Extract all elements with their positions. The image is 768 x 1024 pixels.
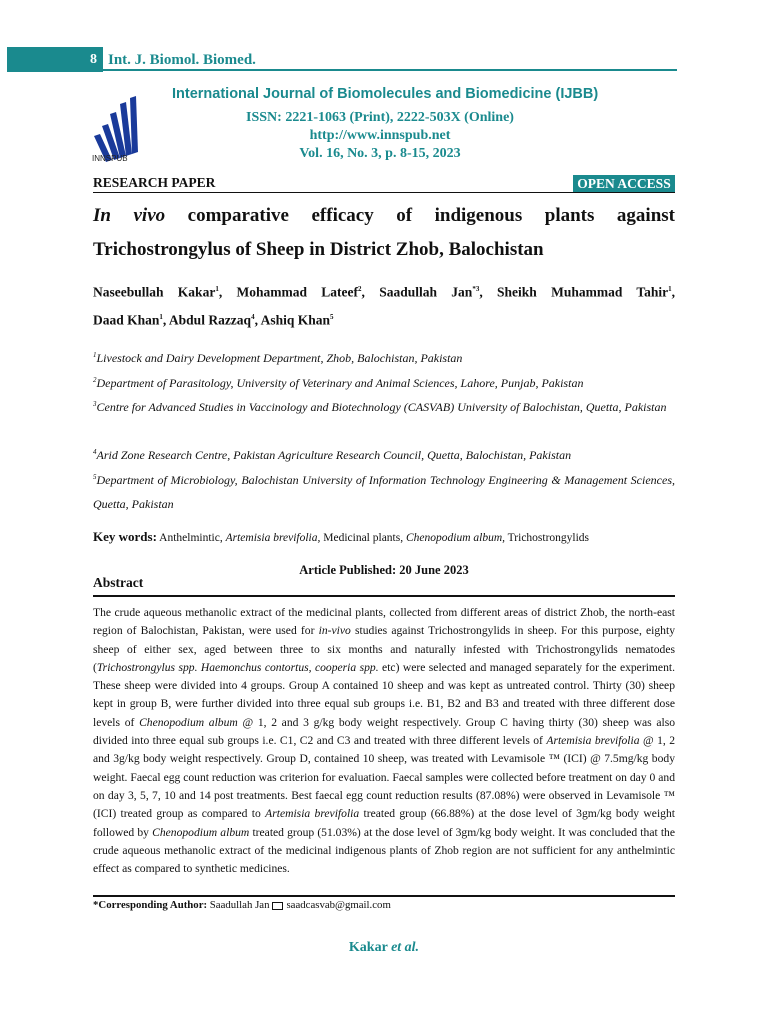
- abstract-segment: in-vivo: [318, 624, 351, 638]
- affiliation-item: [93, 368, 675, 395]
- author-affil-mark: 1: [215, 285, 219, 293]
- abstract-heading: Abstract: [93, 575, 144, 590]
- author-name: Daad Khan: [93, 312, 160, 327]
- abstract-segment: Chenopodium album: [139, 715, 238, 729]
- keyword-item: Chenopodium album,: [405, 532, 505, 544]
- title-line2: Trichostrongylus of Sheep in District Zhob, Balochistan: [93, 239, 544, 260]
- corresponding-name: Saadullah Jan: [209, 899, 270, 911]
- affiliation-text: Department of Microbiology, Balochistan University of Information Technology Engineering & Management Sciences, Quetta, Pakistan: [93, 473, 675, 511]
- keywords: [93, 529, 693, 545]
- open-access-badge: OPEN ACCESS: [573, 175, 675, 192]
- abstract-segment: Trichostrongylus spp. Haemonchus contortus, cooperia spp.: [96, 660, 379, 674]
- envelope-icon: [272, 902, 283, 910]
- keyword-item: Medicinal plants,: [323, 532, 404, 544]
- abstract-top-rule: [93, 595, 675, 597]
- abstract-segment: treated group (51.03%) at the dose level of 3gm/kg body weight. It was concluded that the crude aqueous methanolic extract of the medicinal indigenous plants of Zhob region are not sufficient for any anthelmintic effect as compared to synthetic medicines.: [93, 825, 675, 876]
- abstract-segment: Chenopodium album: [152, 825, 250, 839]
- divider: [93, 192, 675, 193]
- affiliation-item: [93, 343, 675, 370]
- affiliation-mark: 4: [93, 448, 97, 456]
- publication-date: Article Published: 20 June 2023: [299, 563, 469, 577]
- author-name: Abdul Razzaq: [168, 312, 252, 327]
- keyword-item: Anthelmintic,: [159, 532, 223, 544]
- keyword-item: Trichostrongylids: [507, 532, 590, 544]
- author-name: Naseebullah Kakar: [93, 284, 216, 300]
- affiliation-item: [93, 440, 675, 467]
- journal-full-title: International Journal of Biomolecules and Biomedicine (IJBB): [172, 86, 599, 102]
- paper-title: [93, 199, 675, 267]
- corresponding-label: *Corresponding Author:: [93, 899, 208, 911]
- keyword-item: Artemisia brevifolia,: [225, 532, 321, 544]
- abstract-segment: studies against Trichostrongylids in sheep. For this purpose, eighty sheep of either sex, aged between three to six months and naturally infested with Trichostrongylids nematodes (: [93, 624, 675, 674]
- author-affil-mark: 5: [330, 312, 334, 321]
- abstract-bottom-rule: [93, 895, 675, 897]
- affiliation-mark: 2: [93, 376, 97, 384]
- page-number: 8: [7, 47, 103, 72]
- author-name: Mohammad Lateef: [236, 284, 359, 300]
- title-line1: comparative efficacy of indigenous plants against: [165, 205, 675, 226]
- author-affil-mark: 2: [358, 285, 362, 293]
- footer-author: Kakar: [348, 940, 388, 955]
- journal-url[interactable]: http://www.innspub.net: [309, 128, 451, 143]
- volume-info: Vol. 16, No. 3, p. 8-15, 2023: [299, 146, 461, 161]
- author-line: Naseebullah Kakar$^1$, Mohammad Lateef$^2$, Saadullah Jan$^{*3}$, Sheikh Muhammad Tahir$^1$,: [93, 284, 676, 300]
- author-name: Ashiq Khan: [260, 312, 330, 327]
- affiliation-mark: 5: [93, 473, 97, 481]
- affiliation-item: [93, 392, 675, 419]
- author-line: Daad Khan$^1$, Abdul Razzaq$^4$, Ashiq Khan$^5$: [93, 312, 334, 327]
- abstract-segment: treated group (66.88%) at the dose level of 3gm/kg body weight followed by: [93, 807, 675, 839]
- abstract-segment: @ 1, 2 and 3g/kg body weight respectively. Group D, contained 10 sheep, was treated with Levamisole ™ (ICI) @ 7.5mg/kg body weight. Faecal egg count reduction was criterion for evaluation. Faecal samples were collected before treatment on day 0 and on day 3, 5, 7, 10 and 14 post treatments. Best faecal egg count reduction results (87.08%) were observed in Levamisole ™ (ICI) treated group as compared to: [93, 734, 675, 821]
- affiliation-text: Centre for Advanced Studies in Vaccinology and Biotechnology (CASVAB) University of Balochistan, Quetta, Pakistan: [96, 400, 667, 414]
- abstract-segment: Artemisia brevifolia: [546, 734, 640, 748]
- affiliation-mark: 1: [93, 351, 97, 359]
- keywords-label: Key words:: [93, 529, 157, 544]
- logo-text: INNSPUB: [92, 154, 128, 163]
- author-affil-mark: 1: [159, 312, 163, 321]
- author-affil-mark: *3: [472, 285, 480, 293]
- affiliation-text: Department of Parasitology, University of Veterinary and Animal Sciences, Lahore, Punjab, Pakistan: [96, 376, 584, 390]
- abstract-segment: etc) were selected and managed separately for the experiment. These sheep were divided into 4 groups. Group A contained 10 sheep and was kept as untreated control. Thirty (30) sheep kept in group B, were further divided into three equal sub groups i.e. B1, B2 and B3 and treated with three different dose levels of: [93, 660, 675, 729]
- author-name: Saadullah Jan: [379, 284, 473, 300]
- abstract-segment: @ 1, 2 and 3 g/kg body weight respectively. Group C having thirty (30) sheep was also divided into three equal sub groups i.e. C1, C2 and C3 and treated with three different levels of: [93, 715, 675, 748]
- issn: ISSN: 2221-1063 (Print), 2222-503X (Online): [246, 110, 514, 125]
- author-affil-mark: 4: [251, 312, 255, 321]
- footer-etal: et al.: [391, 940, 420, 955]
- keywords-list: [159, 532, 589, 544]
- journal-short-title: Int. J. Biomol. Biomed.: [108, 52, 256, 68]
- author-name: Sheikh Muhammad Tahir: [497, 284, 669, 300]
- abstract-text: [93, 604, 675, 878]
- affiliation-text: Arid Zone Research Centre, Pakistan Agriculture Research Council, Quetta, Balochistan, Pakistan: [96, 448, 572, 462]
- affiliation-mark: 3: [93, 400, 97, 408]
- affiliation-text: Livestock and Dairy Development Department, Zhob, Balochistan, Pakistan: [96, 351, 463, 365]
- title-italic: In vivo: [93, 205, 166, 226]
- paper-type: RESEARCH PAPER: [93, 175, 216, 190]
- author-list: [93, 277, 675, 332]
- author-affil-mark: 1: [668, 285, 672, 293]
- footer-running-author: [0, 940, 768, 956]
- corresponding-email[interactable]: saadcasvab@gmail.com: [286, 899, 391, 911]
- affiliation-item: [93, 465, 675, 516]
- header-rule: [103, 69, 677, 71]
- abstract-segment: The crude aqueous methanolic extract of the medicinal plants, collected from different areas of district Zhob, the north-east region of Balochistan, Pakistan, were used for: [93, 606, 675, 638]
- corresponding-author: [93, 899, 391, 911]
- abstract-segment: Artemisia brevifolia: [265, 807, 360, 821]
